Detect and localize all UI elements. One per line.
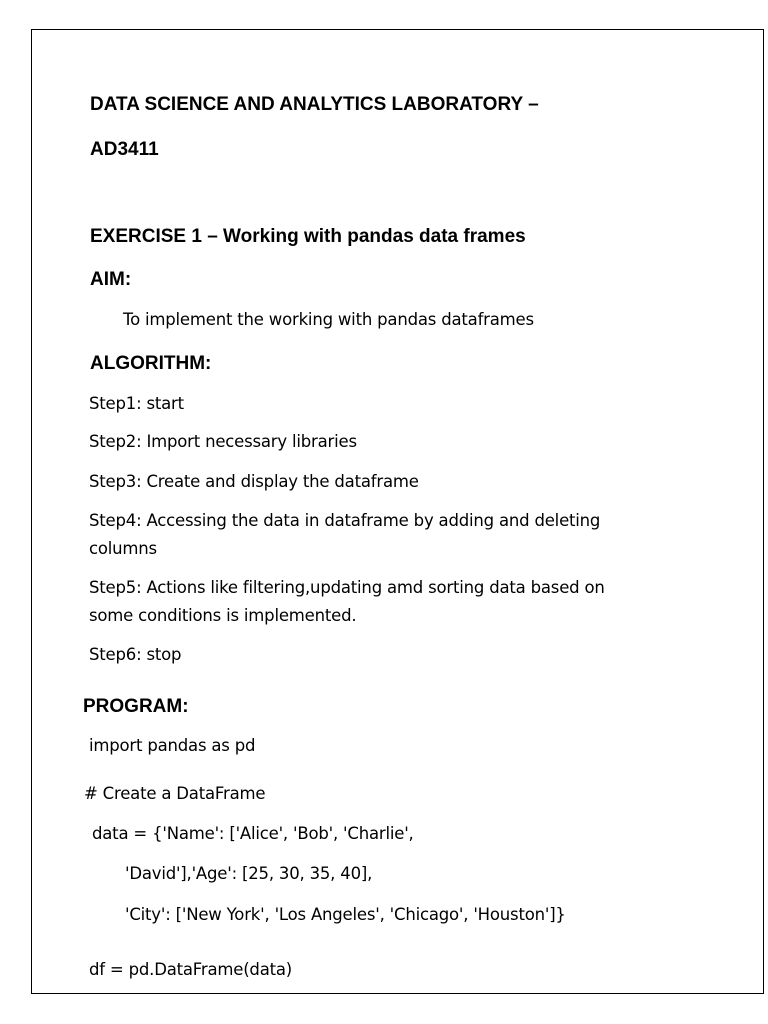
- algorithm-step-5: Step5: Actions like filtering,updating amd sorting data based on some conditions is implemented.: [89, 578, 605, 625]
- algorithm-step-2: Step2: Import necessary libraries: [89, 432, 357, 451]
- aim-heading: AIM:: [90, 269, 132, 290]
- algorithm-step-1: Step1: start: [89, 394, 184, 413]
- aim-text: To implement the working with pandas dataframes: [123, 310, 534, 329]
- code-line-6: df = pd.DataFrame(data): [89, 960, 293, 979]
- code-line-3: data = {'Name': ['Alice', 'Bob', 'Charlie',: [92, 824, 414, 843]
- code-line-4: 'David'],'Age': [25, 30, 35, 40],: [125, 864, 373, 883]
- algorithm-step-4: Step4: Accessing the data in dataframe by adding and deleting columns: [89, 511, 601, 558]
- algorithm-heading: ALGORITHM:: [90, 353, 212, 374]
- document-title-line1: DATA SCIENCE AND ANALYTICS LABORATORY –: [90, 94, 539, 115]
- code-line-1: import pandas as pd: [89, 736, 256, 755]
- algorithm-step-3: Step3: Create and display the dataframe: [89, 472, 419, 491]
- algorithm-step-6: Step6: stop: [89, 645, 182, 664]
- program-heading: PROGRAM:: [83, 696, 189, 717]
- code-line-5: 'City': ['New York', 'Los Angeles', 'Chicago', 'Houston']}: [125, 905, 566, 924]
- document-title-line2: AD3411: [90, 139, 159, 160]
- code-line-2: # Create a DataFrame: [84, 784, 266, 803]
- exercise-heading: EXERCISE 1 – Working with pandas data frames: [90, 226, 526, 247]
